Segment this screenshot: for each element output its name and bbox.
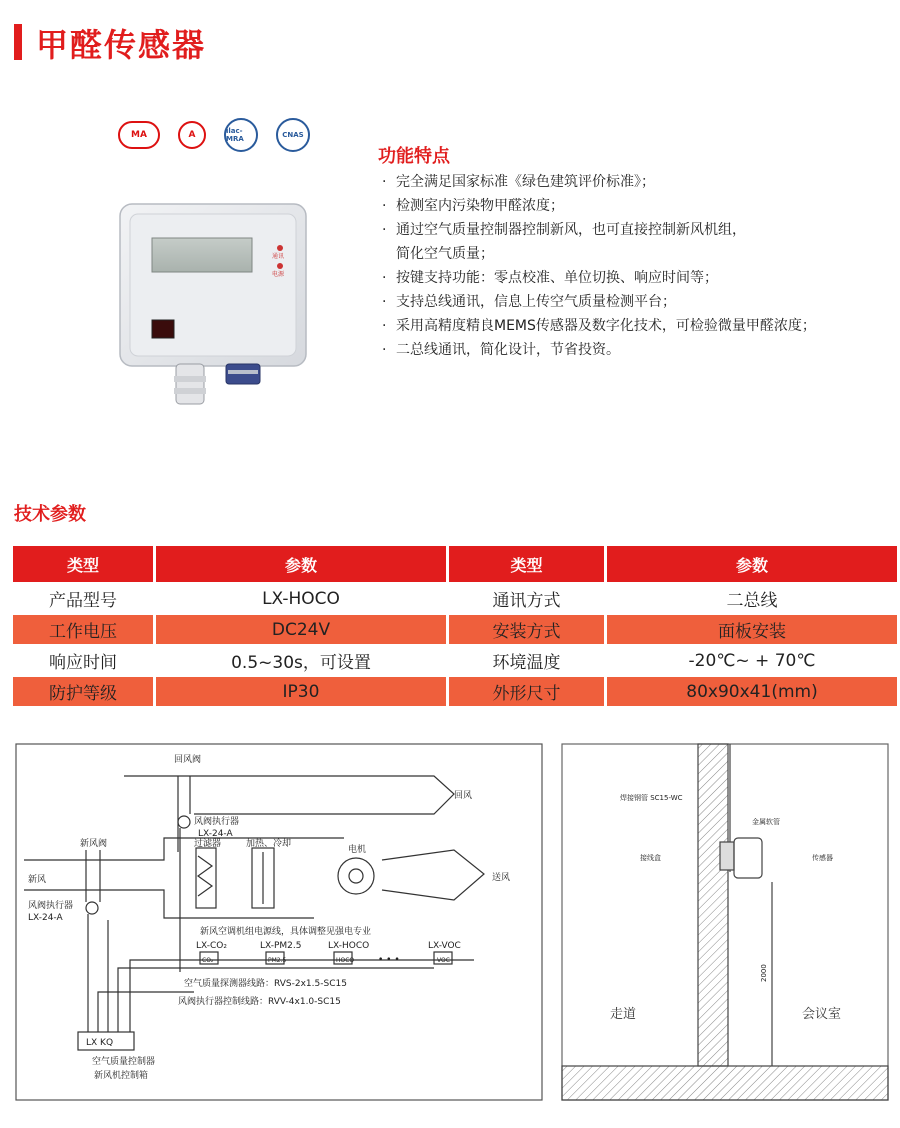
header-param: 参数 <box>607 546 897 582</box>
params-title: 技术参数 <box>14 504 86 525</box>
table-cell: 二总线 <box>726 591 778 611</box>
label-return-air: 回风 <box>454 791 473 801</box>
tag-sensor-hoco: HOCO <box>336 957 355 964</box>
ma-logo: MA <box>118 121 160 149</box>
label-sensor-co2: LX-CO₂ <box>196 941 227 951</box>
features-title: 功能特点 <box>378 146 450 167</box>
label-controller-model: LX KQ <box>86 1038 114 1048</box>
feature-item: · 采用高精度精良MEMS传感器及数字化技术，可检验微量甲醛浓度； <box>380 314 880 338</box>
label-filter: 过滤器 <box>194 839 222 849</box>
table-cell: 安装方式 <box>449 615 604 644</box>
table-cell: 环境温度 <box>492 653 561 673</box>
tag-sensor-pm: PM2.5 <box>268 957 287 964</box>
table-cell: 面板安装 <box>607 615 897 644</box>
label-motor: 电机 <box>348 845 367 855</box>
label-conduit: 焊接钢管 SC15-WC <box>620 794 683 802</box>
installation-diagram <box>560 742 890 1102</box>
label-corridor: 走道 <box>610 1007 637 1022</box>
label-fresh-valve: 新风阀 <box>80 839 108 849</box>
label-supply-air: 送风 <box>492 873 511 883</box>
cnas-logo: CNAS <box>276 118 310 152</box>
table-cell: 0.5~30s，可设置 <box>231 653 371 673</box>
table-row <box>13 677 897 706</box>
label-actuator-model-left: LX-24-A <box>28 913 63 923</box>
header-type: 类型 <box>449 546 604 582</box>
device-image <box>118 200 308 410</box>
label-return-valve: 回风阀 <box>174 755 202 765</box>
header-param: 参数 <box>156 546 446 582</box>
label-dots: • • • <box>378 955 400 965</box>
table-cell: 80x90x41(mm) <box>607 677 897 706</box>
features-list <box>380 170 880 362</box>
label-sensor-hoco: LX-HOCO <box>328 941 370 951</box>
ca-logo: A <box>178 121 206 149</box>
table-cell: 防护等级 <box>13 677 153 706</box>
table-cell: 外形尺寸 <box>449 677 604 706</box>
table-row <box>13 584 897 613</box>
label-controller: 空气质量控制器 <box>92 1057 156 1067</box>
label-height: 2000 <box>760 964 768 982</box>
table-cell: IP30 <box>156 677 446 706</box>
led-label-power: 电源 <box>272 271 285 278</box>
header-type: 类型 <box>13 546 153 582</box>
table-cell: 工作电压 <box>13 615 153 644</box>
label-fresh-air: 新风 <box>28 875 47 885</box>
label-sensor-voc: LX-VOC <box>428 941 461 951</box>
table-cell: DC24V <box>156 615 446 644</box>
tag-sensor-co2: CO₂ <box>202 957 214 964</box>
feature-item: · 二总线通讯，简化设计，节省投资。 <box>380 338 880 362</box>
feature-item: · 检测室内污染物甲醛浓度； <box>380 194 880 218</box>
feature-item: · 完全满足国家标准《绿色建筑评价标准》； <box>380 170 880 194</box>
label-meeting-room: 会议室 <box>802 1007 842 1022</box>
label-junction-box: 接线盒 <box>640 854 661 862</box>
table-cell: 响应时间 <box>49 653 117 673</box>
label-actuator-cable: 风阀执行器控制线路：RVV-4x1.0-SC15 <box>178 997 341 1007</box>
label-power-note: 新风空调机组电源线，具体调整见强电专业 <box>200 927 372 937</box>
table-header-row <box>13 546 897 582</box>
label-heat-cool: 加热、冷却 <box>246 839 292 849</box>
led-label-comm: 通讯 <box>272 253 285 260</box>
feature-item: · 按键支持功能：零点校准、单位切换、响应时间等； <box>380 266 880 290</box>
table-cell: 产品型号 <box>49 591 117 611</box>
feature-item: · 通过空气质量控制器控制新风，也可直接控制新风机组， 简化空气质量； <box>380 218 880 266</box>
spec-table <box>10 544 900 708</box>
label-flex-hose: 金属软管 <box>752 818 780 826</box>
label-unit: 新风机控制箱 <box>94 1071 149 1081</box>
page-title: 甲醛传感器 <box>36 26 207 64</box>
certification-logos <box>118 118 310 152</box>
table-row <box>13 615 897 644</box>
table-cell: 通讯方式 <box>492 591 561 611</box>
label-sensor-cable: 空气质量探测器线路：RVS-2x1.5-SC15 <box>184 979 347 989</box>
table-cell: LX-HOCO <box>262 588 340 609</box>
label-sensor: 传感器 <box>812 854 833 862</box>
table-row <box>13 646 897 675</box>
ahu-wiring-diagram <box>14 742 544 1102</box>
table-cell: -20℃~ + 70℃ <box>688 650 816 671</box>
title-accent-bar <box>14 24 22 60</box>
label-actuator-top: 风阀执行器 <box>194 817 240 827</box>
tag-sensor-voc: VOC <box>437 957 450 964</box>
label-actuator-left: 风阀执行器 <box>28 901 74 911</box>
ilac-mra-logo: ilac-MRA <box>224 118 258 152</box>
feature-item: · 支持总线通讯，信息上传空气质量检测平台； <box>380 290 880 314</box>
label-sensor-pm: LX-PM2.5 <box>260 941 302 951</box>
label-actuator-model-top: LX-24-A <box>198 829 233 839</box>
